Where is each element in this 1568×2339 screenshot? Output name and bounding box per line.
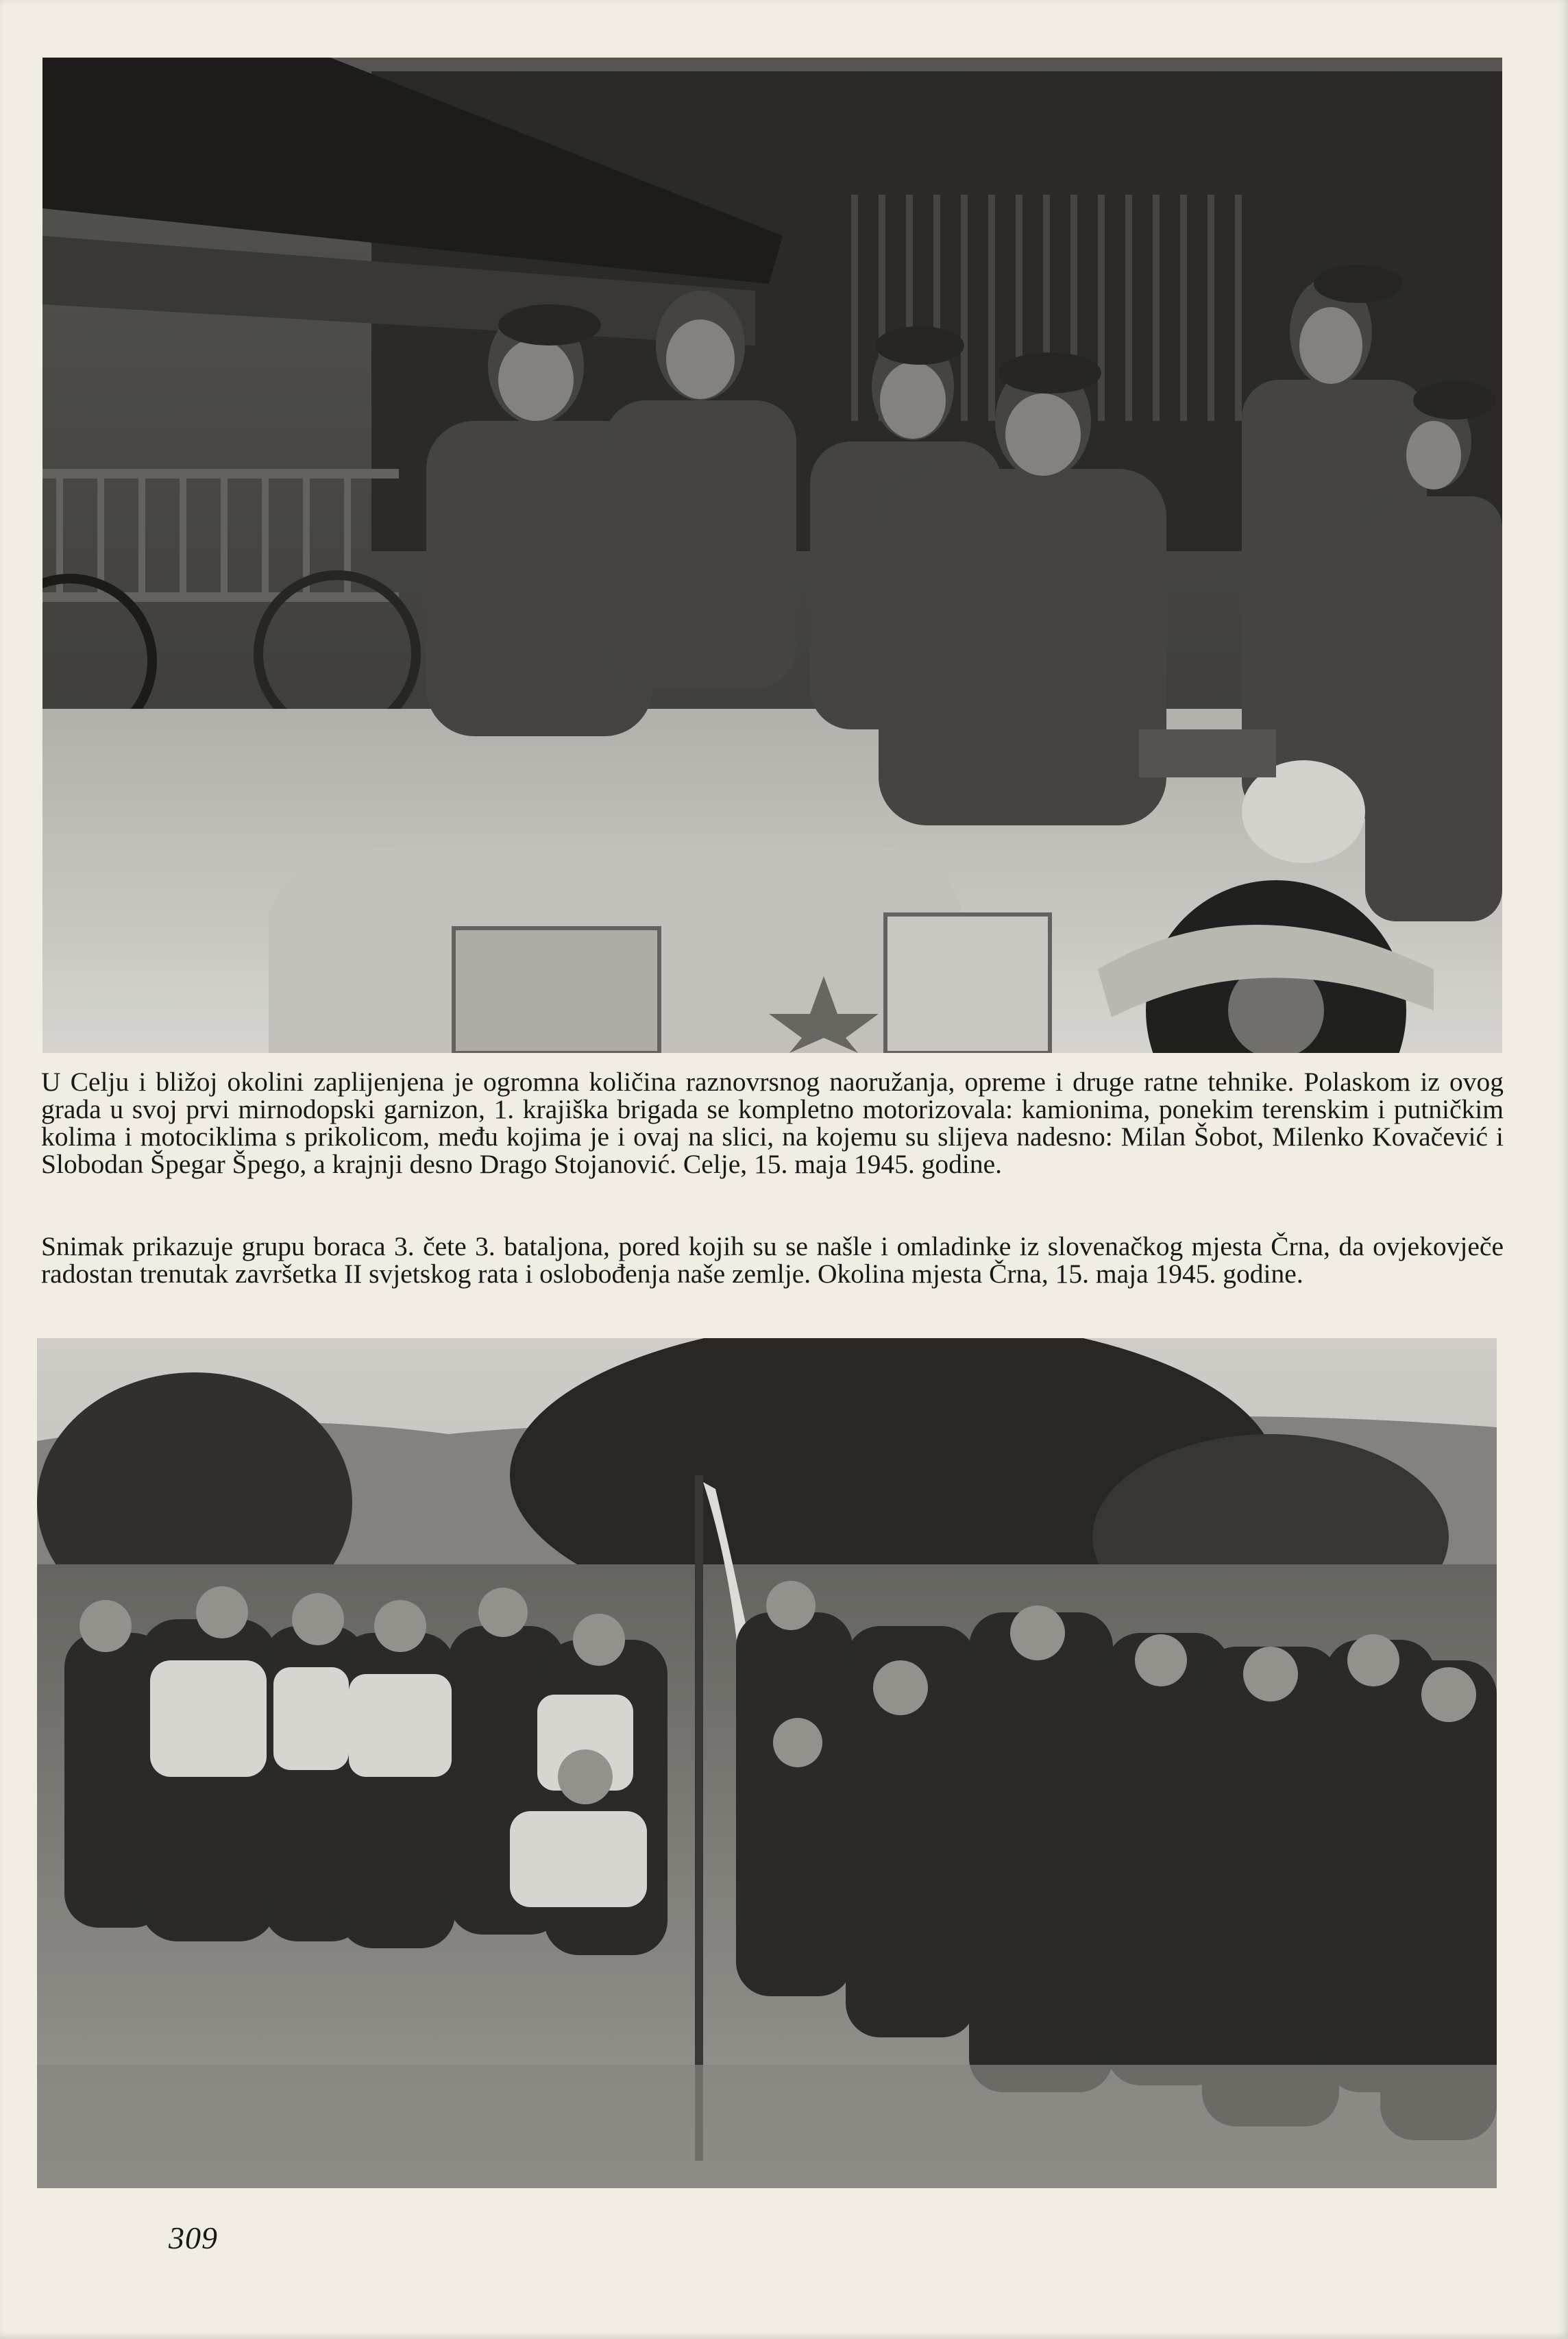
photo-group-in-field-image xyxy=(37,1338,1497,2188)
photo-motorcycle-group-image xyxy=(42,58,1502,1053)
caption-group-photo: Snimak prikazuje grupu boraca 3. čete 3. bataljona, pored kojih su se našle i omladinke iz slovenačkog mjesta Črna, da ovjekovječe radostan trenutak završetka II svjetskog rata i oslobođenja naše zemlje. Okolina mjesta Črna, 15. maja 1945. godine. xyxy=(41,1231,1504,1289)
page-number: 309 xyxy=(169,2220,218,2255)
photo-group-in-field xyxy=(37,1338,1497,2188)
photo-motorcycle-group xyxy=(42,58,1502,1053)
caption-motorcycle-photo: U Celju i bližoj okolini zaplijenjena je ogromna količina raznovrsnog naoružanja, opreme i druge ratne tehnike. Polaskom iz ovog grada u svoj prvi mirnodopski garnizon, 1. krajiška brigada se kompletno motorizovala: kamionima, ponekim terenskim i putničkim kolima i motociklima s prikolicom, među kojima je i ovaj na slici, na kojemu su slijeva nadesno: Milan Šobot, Milenko Kovačević i Slobodan Špegar Špego, a krajnji desno Drago Stojanović. Celje, 15. maja 1945. godine. xyxy=(41,1067,1504,1179)
